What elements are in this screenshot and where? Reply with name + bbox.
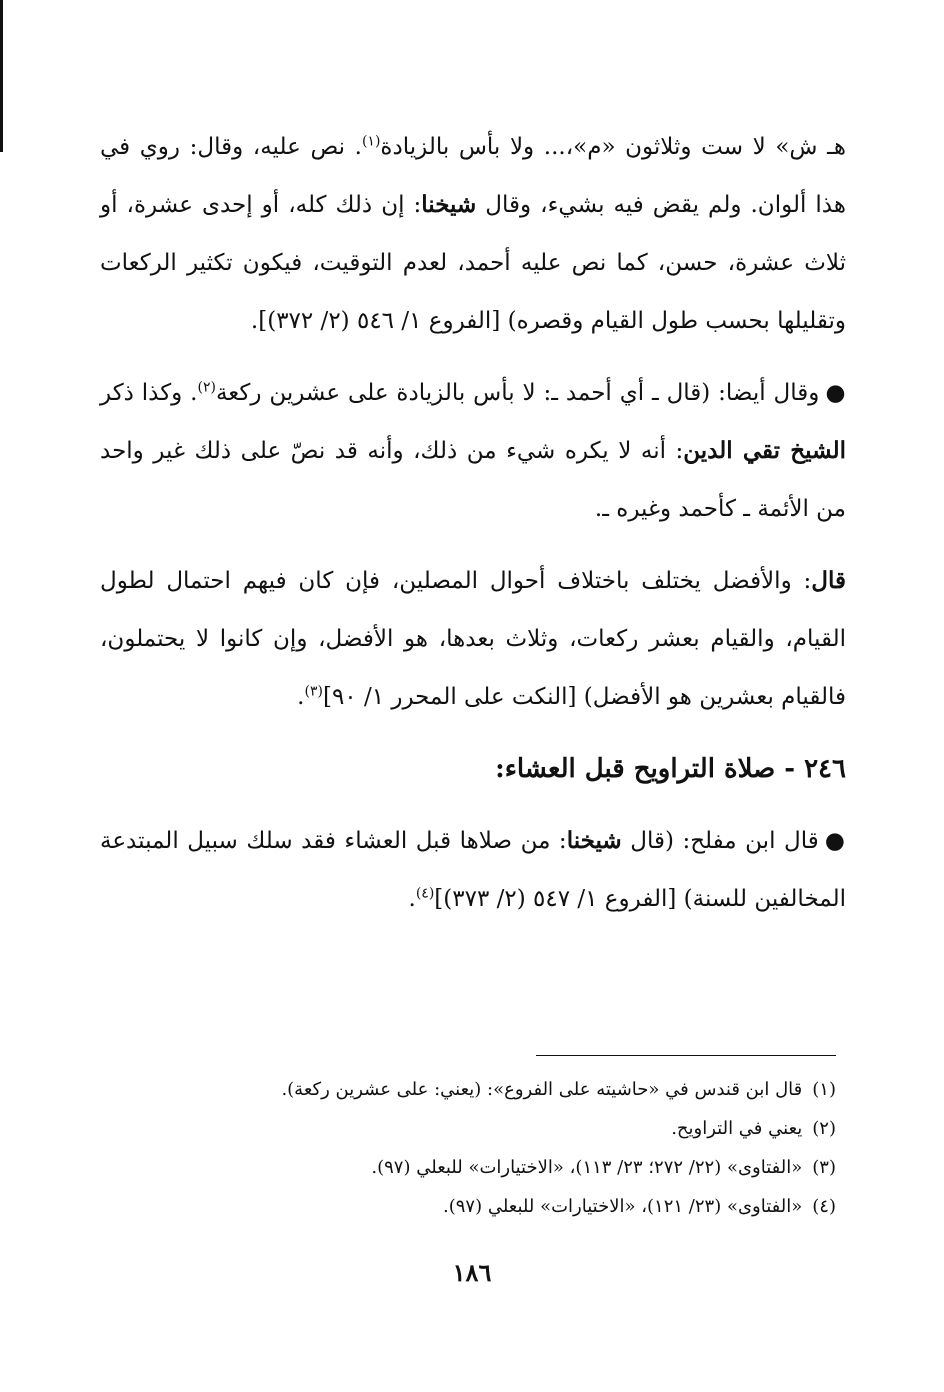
text-span: قال ابن مفلح: (قال [621, 828, 819, 854]
footnote-number: (٤) [812, 1196, 836, 1217]
footnote-4 [100, 1187, 836, 1226]
main-text [100, 118, 846, 928]
footnote-ref: (٣) [304, 683, 323, 700]
footnote-number: (٣) [812, 1157, 836, 1178]
paragraph-3 [100, 552, 846, 726]
footnote-number: (١) [812, 1079, 836, 1100]
text-span: : إن ذلك كله، أو إحدى عشرة، أو ثلاث عشرة، حسن، كما نص عليه أحمد، لعدم التوقيت، فيكون تكثير الركعات وتقليلها بحسب طول القيام وقصره) [الفروع ١/ ٥٤٦ (٢/ ٣٧٢)]. [100, 192, 846, 334]
text-span: : من صلاها قبل العشاء فقد سلك سبيل المبتدعة المخالفين للسنة) [الفروع ١/ ٥٤٧ (٢/ ٣٧٣)] [100, 828, 846, 912]
page-edge-line [0, 0, 3, 152]
page-number: ١٨٦ [452, 1258, 492, 1287]
paragraph-1 [100, 118, 846, 350]
footnote-1 [100, 1070, 836, 1109]
text-span: . نص عليه، وقال: روي في هذا ألوان. ولم يقض فيه بشيء، وقال [100, 134, 846, 218]
footnote-ref: (٤) [415, 885, 435, 902]
footnote-3 [100, 1148, 836, 1187]
bold-term: شيخنا [566, 827, 622, 854]
footnote-2 [100, 1109, 836, 1148]
bullet-icon: ● [824, 828, 847, 854]
text-span: هـ ش» لا ست وثلاثون «م»،... ولا بأس بالزيادة [380, 134, 846, 160]
paragraph-4 [100, 812, 846, 928]
footnote-ref: (١) [361, 133, 381, 150]
footnote-text: «الفتاوى» (٢٢/ ٢٧٢؛ ٢٣/ ١١٣)، «الاختيارات» للبعلي (٩٧). [371, 1157, 803, 1178]
bold-term: الشيخ تقي الدين [683, 437, 846, 464]
footnote-divider [536, 1055, 836, 1056]
footnotes [100, 1055, 836, 1226]
footnote-text: «الفتاوى» (٢٣/ ١٢١)، «الاختيارات» للبعلي (٩٧). [443, 1196, 803, 1217]
bullet-icon: ● [825, 380, 846, 406]
text-span: وقال أيضا: (قال ـ أي أحمد ـ: لا بأس بالزيادة على عشرين ركعة [215, 380, 820, 406]
bold-term: قال [811, 567, 846, 594]
text-span: : والأفضل يختلف باختلاف أحوال المصلين، فإن كان فيهم احتمال لطول القيام، والقيام بعشر ركعات، وثلاث بعدها، هو الأفضل، وإن كانوا لا يحتملون، فالقيام بعشرين هو الأفضل) [النكت على المحرر ١/ ٩٠] [100, 568, 846, 710]
footnote-text: يعني في التراويح. [671, 1118, 803, 1139]
text-span: . [408, 886, 416, 912]
paragraph-2 [100, 364, 846, 538]
footnote-number: (٢) [812, 1118, 836, 1139]
section-heading: ٢٤٦ - صلاة التراويح قبل العشاء: [495, 754, 846, 784]
bold-term: شيخنا [421, 191, 477, 218]
text-span: : أنه لا يكره شيء من ذلك، وأنه قد نصّ على ذلك غير واحد من الأئمة ـ كأحمد وغيره ـ. [100, 438, 846, 522]
text-span: . وكذا ذكر [100, 380, 198, 406]
text-span: . [297, 684, 305, 710]
footnote-text: قال ابن قندس في «حاشيته على الفروع»: (يعني: على عشرين ركعة). [281, 1079, 803, 1100]
footnote-ref: (٢) [197, 379, 216, 396]
